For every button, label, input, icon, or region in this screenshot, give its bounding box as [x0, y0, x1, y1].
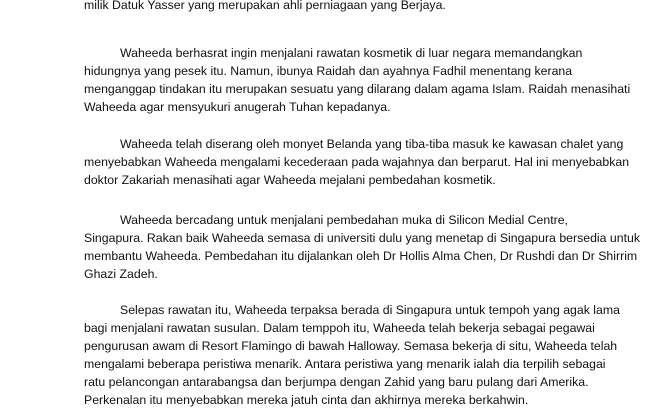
paragraph-line: pengurusan awam di Resort Flamingo di bawah Halloway. Semasa bekerja di situ, Waheeda telah	[84, 339, 618, 353]
paragraph-line: menyebabkan Waheeda mengalami kecederaan pada wajahnya dan berparut. Hal ini menyebabkan	[84, 155, 630, 169]
paragraph-line: Waheeda bercadang untuk menjalani pembedahan muka di Silicon Medial Centre,	[120, 213, 568, 227]
paragraph-line: milik Datuk Yasser yang merupakan ahli perniagaan yang Berjaya.	[84, 0, 446, 12]
paragraph-line: membantu Waheeda. Pembedahan itu dijalankan oleh Dr Hollis Alma Chen, Dr Rushdi dan Dr Shirrim	[84, 249, 638, 263]
paragraph-line: Waheeda berhasrat ingin menjalani rawatan kosmetik di luar negara memandangkan	[120, 46, 583, 60]
paragraph-line: hidungnya yang pesek itu. Namun, ibunya Raidah dan ayahnya Fadhil menentang kerana	[84, 64, 573, 78]
paragraph-line: Singapura. Rakan baik Waheeda semasa di universiti dulu yang menetap di Singapura bersedia untuk	[84, 231, 640, 245]
paragraph-line: Waheeda telah diserang oleh monyet Belanda yang tiba-tiba masuk ke kawasan chalet yang	[120, 137, 624, 151]
paragraph-intro	[84, 0, 574, 14]
paragraph-line: menganggap tindakan itu merupakan sesuatu yang dilarang dalam agama Islam. Raidah menasihati	[84, 82, 631, 96]
paragraph-line: Selepas rawatan itu, Waheeda terpaksa berada di Singapura untuk tempoh yang agak lama	[120, 303, 620, 317]
paragraph-monkey-attack	[84, 135, 630, 189]
paragraph-line: Perkenalan itu menyebabkan mereka jatuh cinta dan akhirnya mereka berkahwin.	[84, 393, 529, 407]
paragraph-line: bagi menjalani rawatan susulan. Dalam temppoh itu, Waheeda telah bekerja sebagai pegawai	[84, 321, 595, 335]
paragraph-surgery	[84, 211, 640, 283]
paragraph-line: mengalami beberapa peristiwa menarik. Antara peristiwa yang menarik ialah dia terpilih sebagai	[84, 357, 606, 371]
paragraph-line: Waheeda agar mensyukuri anugerah Tuhan kepadanya.	[84, 100, 391, 114]
paragraph-singapore-stay	[84, 301, 620, 409]
paragraph-line: Ghazi Zadeh.	[84, 267, 158, 281]
paragraph-line: ratu pelancongan antarabangsa dan berjumpa dengan Zahid yang baru pulang dari Amerika.	[84, 375, 589, 389]
paragraph-cosmetic-wish	[84, 44, 631, 116]
paragraph-line: doktor Zakariah menasihati agar Waheeda mejalani pembedahan kosmetik.	[84, 173, 496, 187]
